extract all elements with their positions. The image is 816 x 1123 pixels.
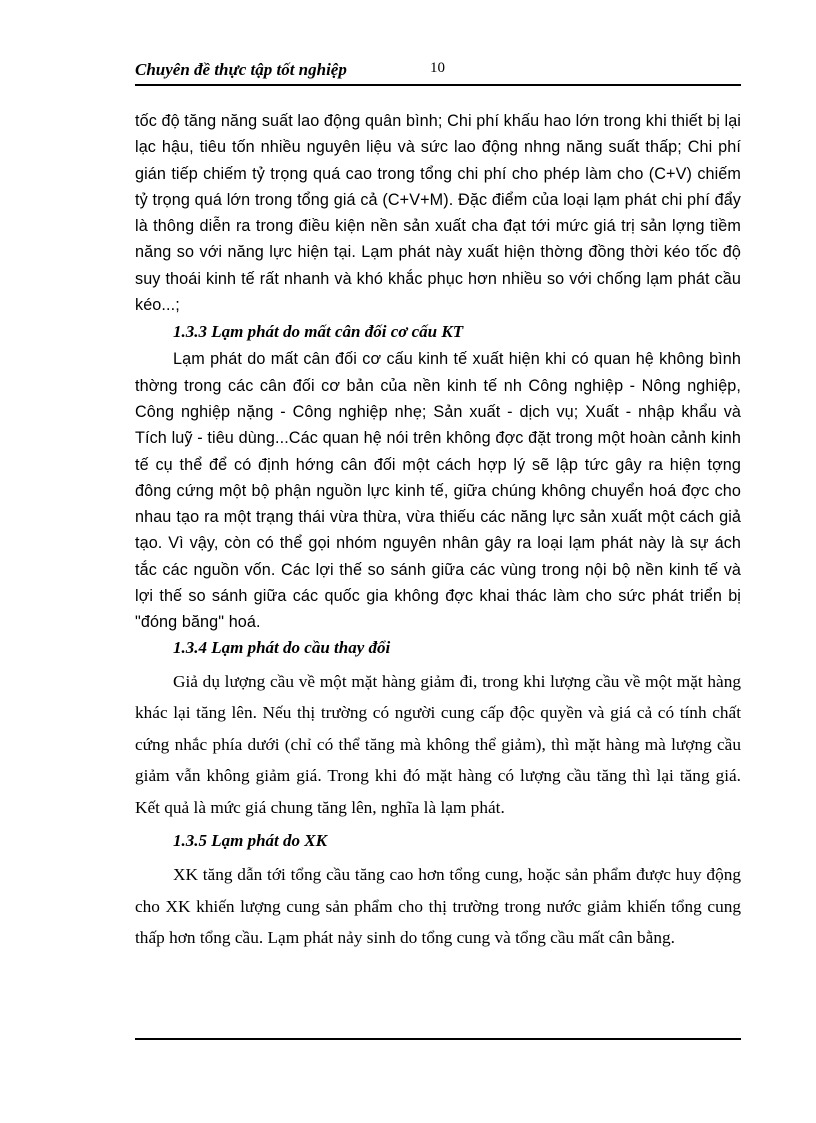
heading-1-3-4: 1.3.4 Lạm phát do cầu thay đổi: [173, 637, 391, 657]
paragraph-export: XK tăng dẫn tới tổng cầu tăng cao hơn tổng cung, hoặc sản phẩm được huy động cho XK khiến lượng cung sản phẩm cho thị trường trong nước giảm khiến tổng cung thấp hơn tổng cầu. Lạm phát nảy sinh do tổng cung và tổng cầu mất cân bằng.: [135, 865, 741, 948]
paragraph-cost-push-continued: tốc độ tăng năng suất lao động quân bình; Chi phí khấu hao lớn trong khi thiết bị lại lạc hậu, tiêu tốn nhiều nguyên liệu và sức lao động nhng năng suất thấp; Chi phí gián tiếp chiếm tỷ trọng quá cao trong tổng chi phí cho phép làm cho (C+V) chiếm tỷ trọng quá lớn trong tổng giá cả (C+V+M). Đặc điểm của loại lạm phát chi phí đẩy là thông diễn ra trong điều kiện nền sản xuất cha đạt tới mức giá trị sản lợng tiềm năng so với năng lực hiện tại. Lạm phát này xuất hiện thờng đồng thời kéo tốc độ suy thoái kinh tế rất nhanh và khó khắc phục hơn nhiều so với chống lạm phát cầu kéo...;: [135, 112, 741, 315]
header-divider: [135, 84, 741, 86]
footer-divider: [135, 1038, 741, 1040]
heading-1-3-5: 1.3.5 Lạm phát do XK: [173, 831, 327, 851]
page-header: [135, 58, 741, 84]
page-number: 10: [430, 60, 445, 76]
paragraph-demand-shift: Giả dụ lượng cầu về một mặt hàng giảm đi, trong khi lượng cầu về một mặt hàng khác lại tăng lên. Nếu thị trường có người cung cấp độc quyền và giá cả có tính chất cứng nhắc phía dưới (chỉ có thể tăng mà không thể giảm), thì mặt hàng mà lượng cầu giảm vẫn không giảm giá. Trong khi đó mặt hàng có lượng cầu tăng thì lại tăng giá. Kết quả là mức giá chung tăng lên, nghĩa là lạm phát.: [135, 671, 741, 817]
header-title: Chuyên đề thực tập tốt nghiệp: [135, 60, 347, 79]
paragraph-structural-imbalance: Lạm phát do mất cân đối cơ cấu kinh tế xuất hiện khi có quan hệ không bình thờng trong các cân đối cơ bản của nền kinh tế nh Công nghiệp - Nông nghiệp, Công nghiệp nặng - Công nghiệp nhẹ; Sản xuất - dịch vụ; Xuất - nhập khẩu và Tích luỹ - tiêu dùng...Các quan hệ nói trên không đợc đặt trong một hoàn cảnh kinh tế cụ thể để có định hớng cân đối một cách hợp lý sẽ lập tức gây ra hiện tợng đông cứng một bộ phận nguồn lực kinh tế, giữa chúng không chuyển hoá đợc cho nhau tạo ra một trạng thái vừa thừa, vừa thiếu các năng lực sản xuất một cách giả tạo. Vì vậy, còn có thể gọi nhóm nguyên nhân gây ra loại lạm phát này là sự ách tắc các nguồn vốn. Các lợi thế so sánh giữa các vùng trong nội bộ nền kinh tế và lợi thế so sánh giữa các quốc gia không đợc khai thác làm cho sức phát triển bị "đóng băng" hoá.: [135, 350, 741, 632]
heading-1-3-3: 1.3.3 Lạm phát do mất cân đối cơ cấu KT: [173, 322, 464, 342]
document-body: [135, 108, 741, 954]
